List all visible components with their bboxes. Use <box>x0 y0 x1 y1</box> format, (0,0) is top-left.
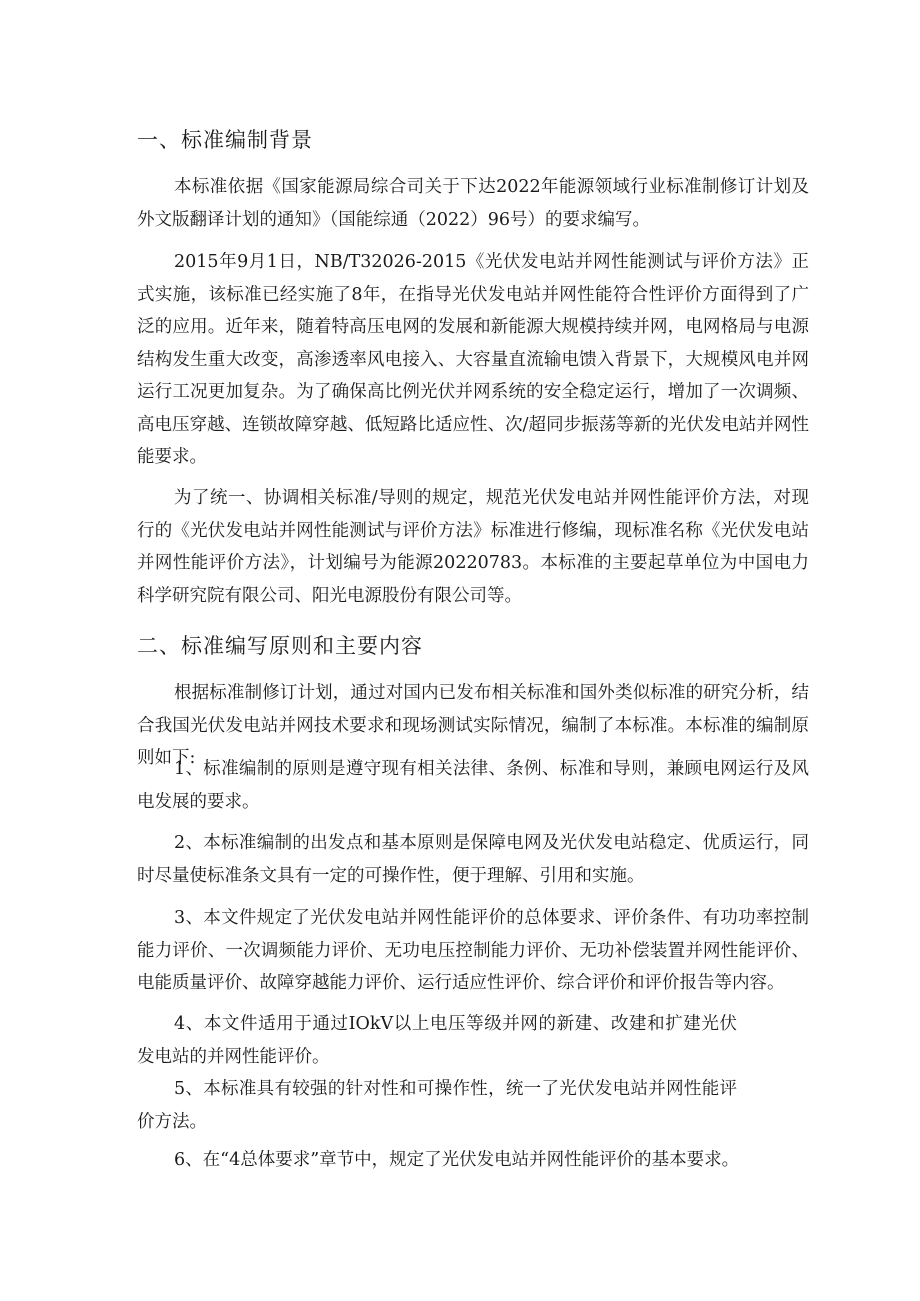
paragraph-principle-6: 6、在“4总体要求”章节中，规定了光伏发电站并网性能评价的基本要求。 <box>174 1150 740 1170</box>
paragraph-principles-intro: 根据标准制修订计划，通过对国内已发布相关标准和国外类似标准的研究分析，结合我国光伏发电站并网技术要求和现场测试实际情况，编制了本标准。本标准的编制原则如下: <box>137 683 809 768</box>
paragraph-principle-3: 3、本文件规定了光伏发电站并网性能评价的总体要求、评价条件、有功功率控制能力评价、一次调频能力评价、无功电压控制能力评价、无功补偿装置并网性能评价、电能质量评价、故障穿越能力评价、运行适应性评价、综合评价和评价报告等内容。 <box>137 908 809 993</box>
paragraph-principle-4: 4、本文件适用于通过IOkV以上电压等级并网的新建、改建和扩建光伏发电站的并网性能评价。 <box>137 1014 737 1067</box>
section-heading-background: 一、标准编制背景 <box>137 128 313 152</box>
section-heading-principles: 二、标准编写原则和主要内容 <box>137 634 423 658</box>
paragraph-principle-2: 2、本标准编制的出发点和基本原则是保障电网及光伏发电站稳定、优质运行，同时尽量使标准条文具有一定的可操作性，便于理解、引用和实施。 <box>137 833 809 886</box>
paragraph-basis: 本标准依据《国家能源局综合司关于下达2022年能源领域行业标准制修订计划及外文版翻译计划的通知》（国能综通（2022）96号）的要求编写。 <box>137 177 809 230</box>
paragraph-principle-5: 5、本标准具有较强的针对性和可操作性，统一了光伏发电站并网性能评价方法。 <box>137 1079 737 1132</box>
paragraph-principle-1: 1、标准编制的原则是遵守现有相关法律、条例、标准和导则，兼顾电网运行及风电发展的要求。 <box>137 759 809 812</box>
paragraph-history: 2015年9月1日，NB/T32026-2015《光伏发电站并网性能测试与评价方法》正式实施，该标准已经实施了8年，在指导光伏发电站并网性能符合性评价方面得到了广泛的应用。近年来，随着特高压电网的发展和新能源大规模持续并网，电网格局与电源结构发生重大改变，高渗透率风电接入、大容量直流输电馈入背景下，大规模风电并网运行工况更加复杂。为了确保高比例光伏并网系统的安全稳定运行，增加了一次调频、高电压穿越、连锁故障穿越、低短路比适应性、次/超同步振荡等新的光伏发电站并网性能要求。 <box>137 252 809 467</box>
paragraph-revision: 为了统一、协调相关标准/导则的规定，规范光伏发电站并网性能评价方法，对现行的《光伏发电站并网性能测试与评价方法》标准进行修编，现标准名称《光伏发电站并网性能评价方法》，计划编号为能源20220783。本标准的主要起草单位为中国电力科学研究院有限公司、阳光电源股份有限公司等。 <box>137 488 809 606</box>
